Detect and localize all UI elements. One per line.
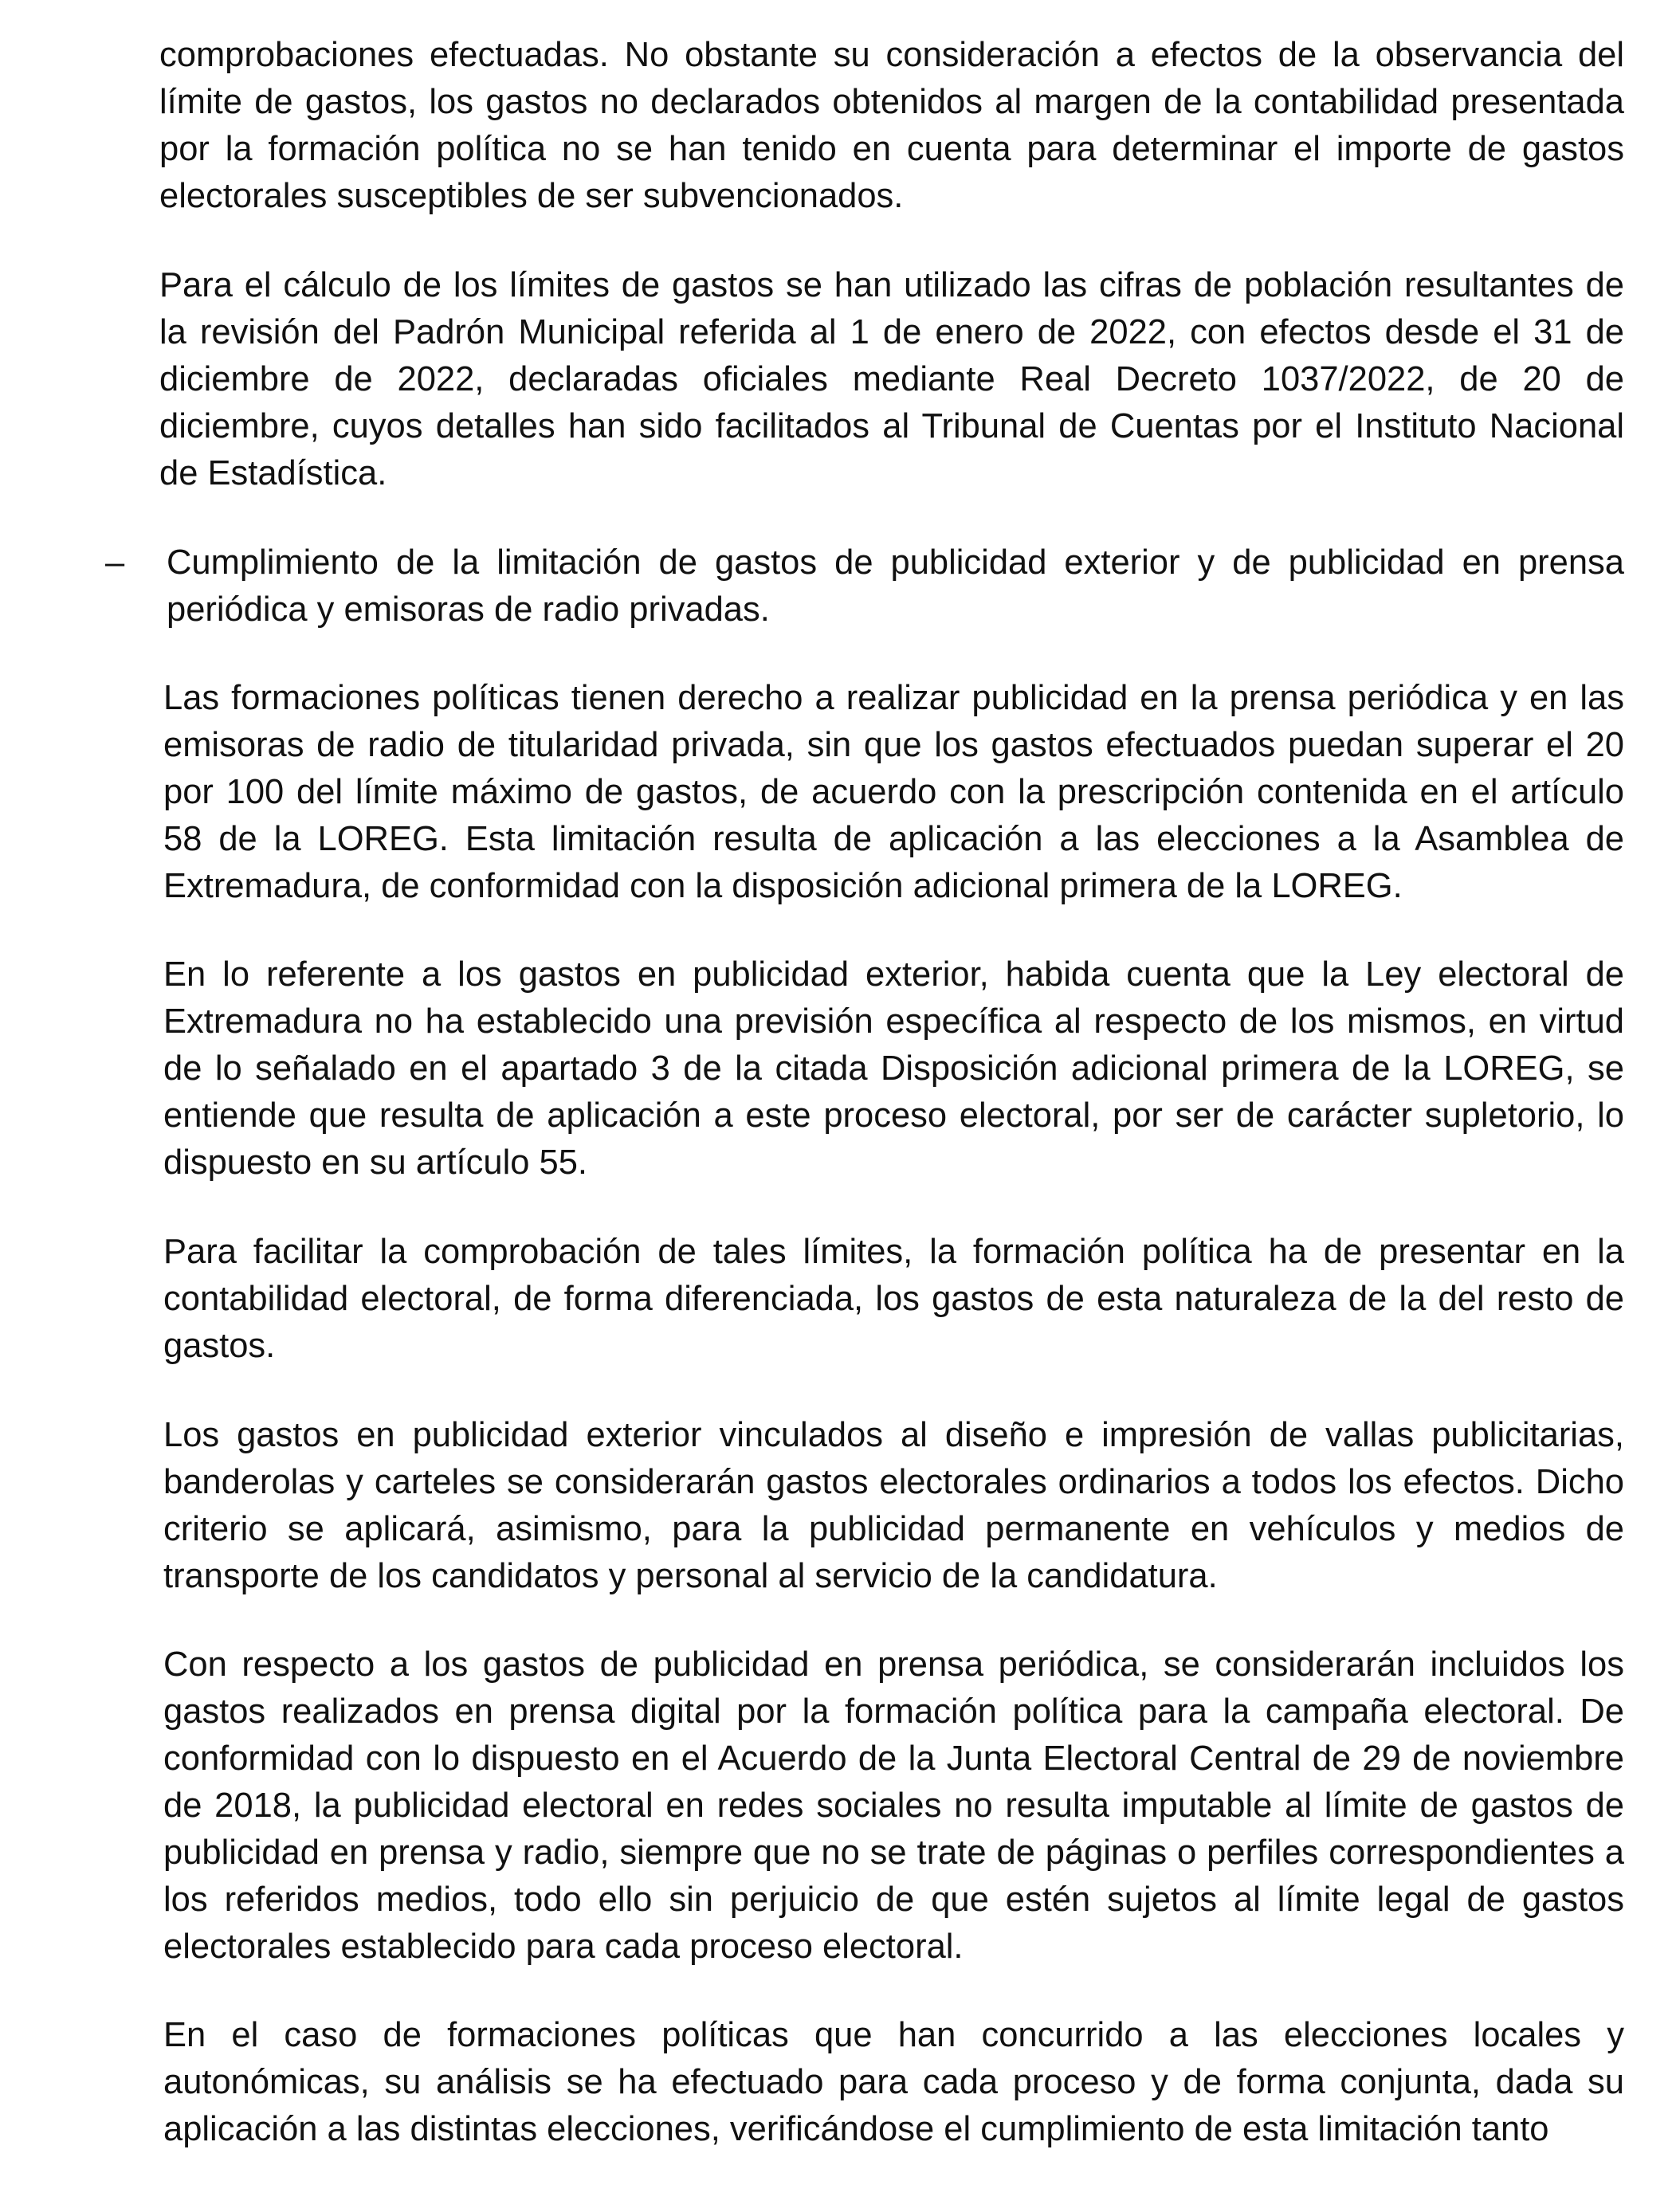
paragraph-derecho-publicidad: Las formaciones políticas tienen derecho a realizar publicidad en la prensa periódica y en las emisoras de radio de titularidad privada, sin que los gastos efectuados puedan superar el 20 por 100 del límite máximo de gastos, de acuerdo con la prescripción contenida en el artículo 58 de la LOREG. Esta limitación resulta de aplicación a las elecciones a la Asamblea de Extremadura, de conformidad con la disposición adicional primera de la LOREG. — [163, 679, 1624, 905]
paragraph-comprobacion-limites: Para facilitar la comprobación de tales límites, la formación política ha de presentar en la contabilidad electoral, de forma diferenciada, los gastos de esta naturaleza de la del resto de gastos. — [163, 1233, 1624, 1365]
paragraph-vallas-publicitarias: Los gastos en publicidad exterior vinculados al diseño e impresión de vallas publicitarias, banderolas y carteles se considerarán gastos electorales ordinarios a todos los efectos. Dicho criterio se aplicará, asimismo, para la publicidad permanente en vehículos y medios de transporte de los candidatos y personal al servicio de la candidatura. — [163, 1416, 1624, 1595]
paragraph-calculo-limites: Para el cálculo de los límites de gastos se han utilizado las cifras de población resultantes de la revisión del Padrón Municipal referida al 1 de enero de 2022, con efectos desde el 31 de diciembre de 2022, declaradas oficiales mediante Real Decreto 1037/2022, de 20 de diciembre, cuyos detalles han sido facilitados al Tribunal de Cuentas por el Instituto Nacional de Estadística. — [159, 266, 1624, 492]
list-item-cumplimiento: Cumplimiento de la limitación de gastos de publicidad exterior y de publicidad en prensa periódica y emisoras de radio privadas. — [167, 543, 1624, 629]
list-dash-marker: – — [105, 543, 125, 582]
paragraph-publicidad-exterior: En lo referente a los gastos en publicidad exterior, habida cuenta que la Ley electoral de Extremadura no ha establecido una previsión específica al respecto de los mismos, en virtud de lo señalado en el apartado 3 de la citada Disposición adicional primera de la LOREG, se entiende que resulta de aplicación a este proceso electoral, por ser de carácter supletorio, lo dispuesto en su artículo 55. — [163, 955, 1624, 1182]
paragraph-prensa-periodica: Con respecto a los gastos de publicidad en prensa periódica, se considerarán incluidos los gastos realizados en prensa digital por la formación política para la campaña electoral. De conformidad con lo dispuesto en el Acuerdo de la Junta Electoral Central de 29 de noviembre de 2018, la publicidad electoral en redes sociales no resulta imputable al límite de gastos de publicidad en prensa y radio, siempre que no se trate de páginas o perfiles correspondientes a los referidos medios, todo ello sin perjuicio de que estén sujetos al límite legal de gastos electorales establecido para cada proceso electoral. — [163, 1645, 1624, 1966]
paragraph-formaciones-locales: En el caso de formaciones políticas que han concurrido a las elecciones locales y autonómicas, su análisis se ha efectuado para cada proceso y de forma conjunta, dada su aplicación a las distintas elecciones, verificándose el cumplimiento de esta limitación tanto — [163, 2016, 1624, 2148]
paragraph-comprobaciones: comprobaciones efectuadas. No obstante su consideración a efectos de la observancia del límite de gastos, los gastos no declarados obtenidos al margen de la contabilidad presentada por la formación política no se han tenido en cuenta para determinar el importe de gastos electorales susceptibles de ser subvencionados. — [159, 36, 1624, 215]
